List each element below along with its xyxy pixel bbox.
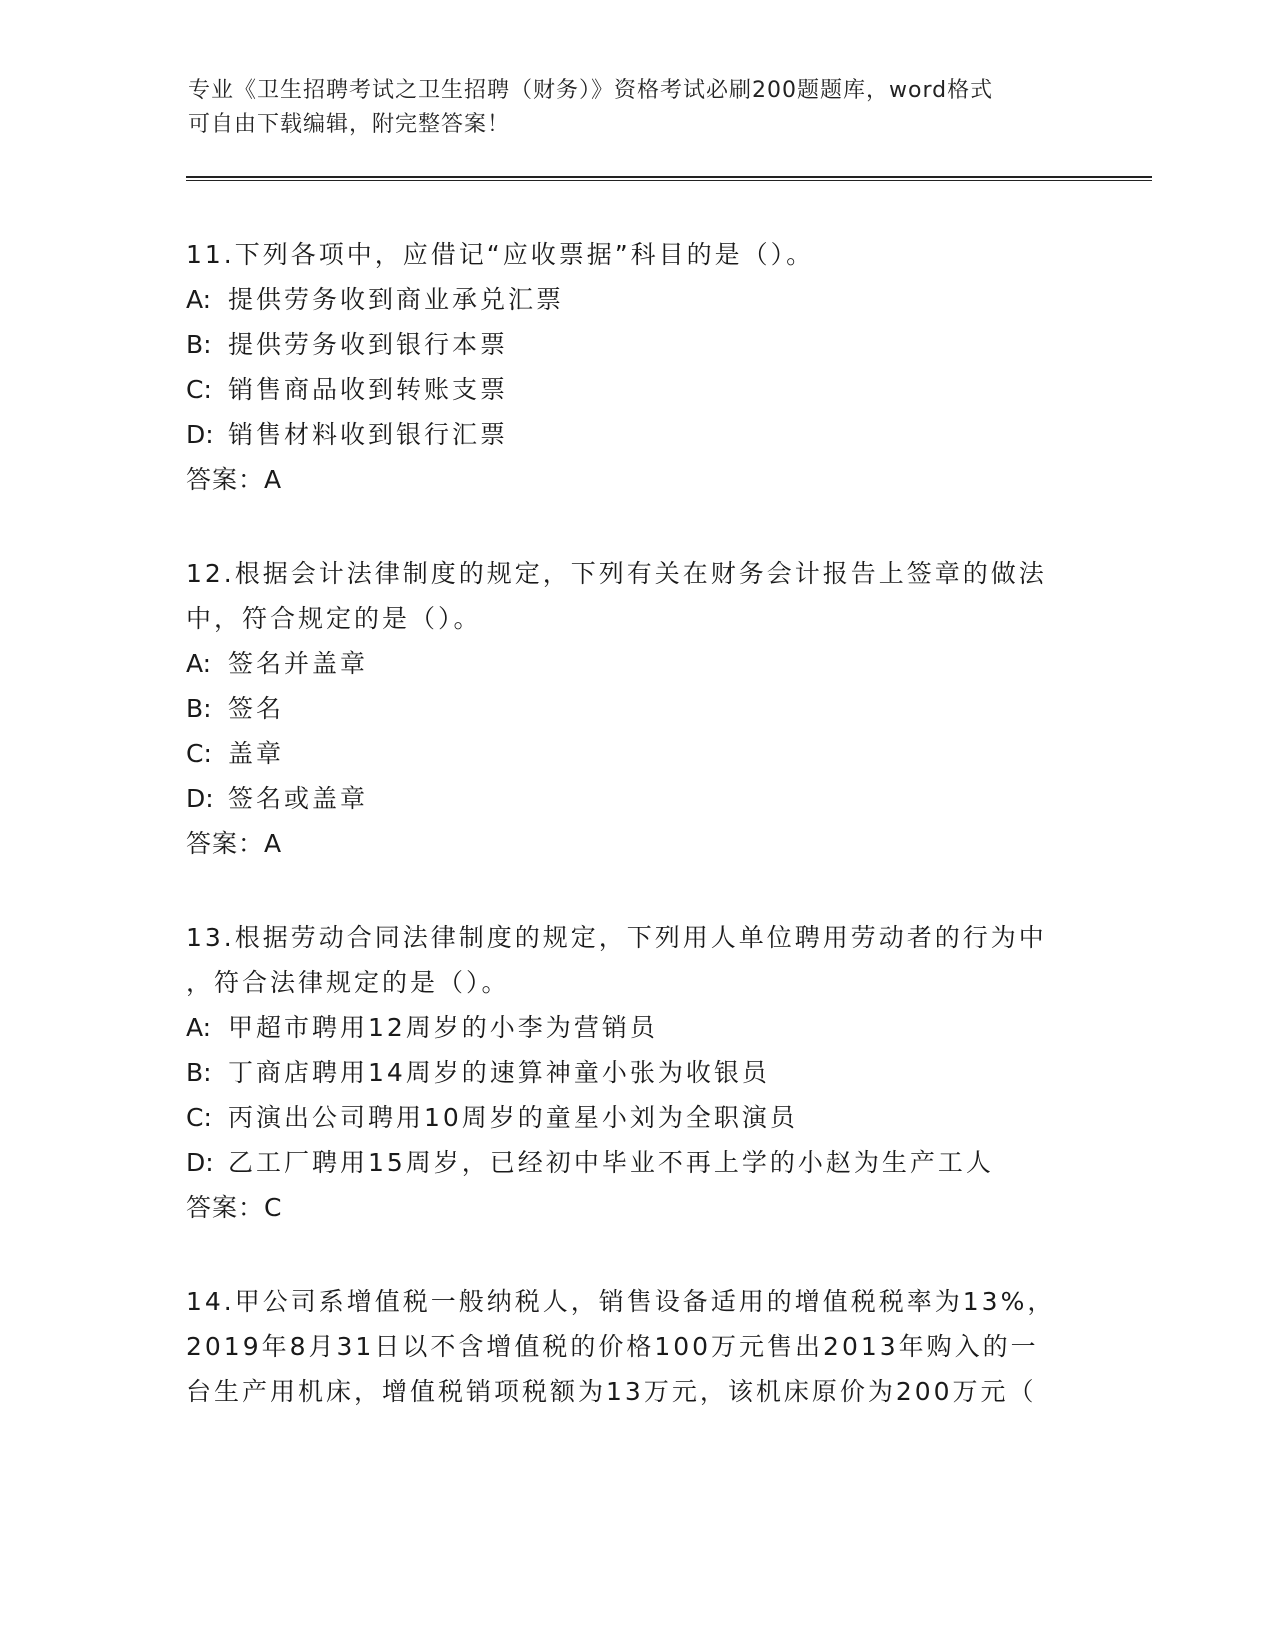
header-line-1: 专业《卫生招聘考试之卫生招聘（财务）》资格考试必刷200题题库，word格式	[188, 78, 994, 103]
question-text-line-1: 12.根据会计法律制度的规定，下列有关在财务会计报告上签章的做法	[186, 559, 1047, 588]
option-a	[186, 1005, 1086, 1050]
question-list	[186, 232, 1086, 1463]
question-12	[186, 551, 1086, 866]
question-text: 11.下列各项中，应借记“应收票据”科目的是（）。	[186, 240, 815, 269]
question-text-line-2: 2019年8月31日以不含增值税的价格100万元售出2013年购入的一	[186, 1332, 1039, 1361]
option-letter: A:	[186, 649, 212, 678]
header-divider	[186, 176, 1152, 181]
option-text: 签名	[228, 694, 285, 723]
option-d	[186, 412, 1086, 457]
option-text: 签名或盖章	[228, 784, 369, 813]
option-text: 丙演出公司聘用10周岁的童星小刘为全职演员	[228, 1103, 798, 1132]
option-c	[186, 731, 1086, 776]
option-b	[186, 1050, 1086, 1095]
question-text-line-3: 台生产用机床，增值税销项税额为13万元，该机床原价为200万元（	[186, 1377, 1037, 1406]
question-text-line-1: 13.根据劳动合同法律制度的规定，下列用人单位聘用劳动者的行为中	[186, 923, 1047, 952]
option-a	[186, 641, 1086, 686]
option-letter: D:	[186, 784, 214, 813]
question-text-line-1: 14.甲公司系增值税一般纳税人，销售设备适用的增值税税率为13%，	[186, 1287, 1056, 1316]
option-letter: B:	[186, 694, 212, 723]
option-b	[186, 686, 1086, 731]
option-text: 提供劳务收到商业承兑汇票	[228, 285, 565, 314]
header-line-2: 可自由下载编辑，附完整答案！	[188, 112, 511, 137]
option-text: 提供劳务收到银行本票	[228, 330, 509, 359]
option-a	[186, 277, 1086, 322]
option-text: 甲超市聘用12周岁的小李为营销员	[228, 1013, 658, 1042]
answer-line: 答案：C	[186, 1193, 283, 1222]
option-c	[186, 367, 1086, 412]
option-letter: A:	[186, 1013, 212, 1042]
answer-line: 答案：A	[186, 465, 283, 494]
document-header	[188, 74, 1088, 142]
option-c	[186, 1095, 1086, 1140]
option-letter: D:	[186, 1148, 214, 1177]
option-letter: B:	[186, 1058, 212, 1087]
option-letter: C:	[186, 739, 212, 768]
option-letter: C:	[186, 375, 212, 404]
question-text-line-2: ，符合法律规定的是（）。	[186, 968, 510, 997]
option-d	[186, 1140, 1086, 1185]
option-d	[186, 776, 1086, 821]
answer-line: 答案：A	[186, 829, 283, 858]
question-11	[186, 232, 1086, 502]
question-14	[186, 1279, 1086, 1414]
option-text: 乙工厂聘用15周岁，已经初中毕业不再上学的小赵为生产工人	[228, 1148, 994, 1177]
option-text: 销售材料收到银行汇票	[228, 420, 509, 449]
option-letter: A:	[186, 285, 212, 314]
option-letter: C:	[186, 1103, 212, 1132]
option-text: 销售商品收到转账支票	[228, 375, 509, 404]
question-13	[186, 915, 1086, 1230]
question-text-line-2: 中，符合规定的是（）。	[186, 604, 482, 633]
option-text: 签名并盖章	[228, 649, 369, 678]
option-letter: B:	[186, 330, 212, 359]
option-text: 丁商店聘用14周岁的速算神童小张为收银员	[228, 1058, 770, 1087]
option-b	[186, 322, 1086, 367]
option-text: 盖章	[228, 739, 285, 768]
option-letter: D:	[186, 420, 214, 449]
